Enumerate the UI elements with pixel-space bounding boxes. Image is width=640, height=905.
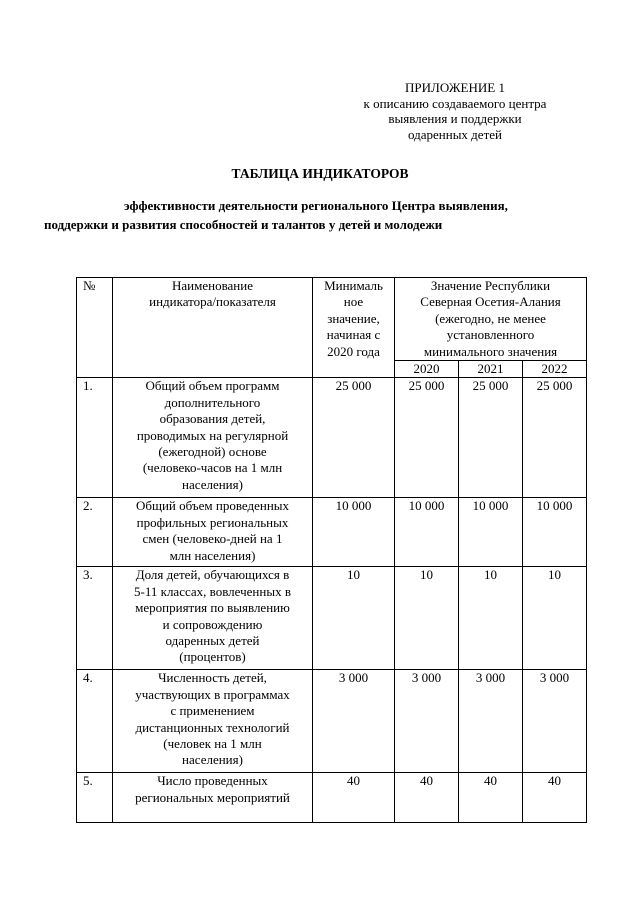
row-value-2021: 10 000 [459, 498, 523, 567]
table-row [77, 498, 587, 567]
row-value-2022: 10 [523, 567, 587, 670]
row-min-value: 10 000 [313, 498, 395, 567]
row-min-value: 25 000 [313, 378, 395, 498]
appendix-block [330, 80, 580, 142]
appendix-text-line: выявления и поддержки [388, 111, 522, 126]
row-indicator-name: Численность детей, участвующих в программах с применением дистанционных технологий (человек на 1 млн населения) [113, 670, 313, 773]
row-value-2021: 25 000 [459, 378, 523, 498]
header-number: № [77, 278, 113, 378]
row-value-2022: 10 000 [523, 498, 587, 567]
document-title: ТАБЛИЦА ИНДИКАТОРОВ [231, 166, 409, 181]
subtitle-line: поддержки и развития способностей и талантов у детей и молодежи [44, 217, 443, 232]
row-indicator-name: Число проведенных региональных мероприятий [113, 773, 313, 823]
table-row [77, 670, 587, 773]
appendix-text-line: к описанию создаваемого центра [363, 95, 547, 111]
row-min-value: 3 000 [313, 670, 395, 773]
row-value-2020: 3 000 [395, 670, 459, 773]
row-value-2022: 25 000 [523, 378, 587, 498]
document-subtitle [44, 196, 600, 234]
row-number: 1. [77, 378, 113, 498]
header-min-value: Минималь ное значение, начиная с 2020 года [313, 278, 395, 378]
row-value-2020: 25 000 [395, 378, 459, 498]
row-value-2020: 40 [395, 773, 459, 823]
header-republic-value: Значение Республики Северная Осетия-Алания (ежегодно, не менее установленного минимального значения [395, 278, 587, 361]
indicators-table [76, 277, 587, 823]
row-value-2020: 10 000 [395, 498, 459, 567]
row-number: 3. [77, 567, 113, 670]
subtitle-line: эффективности деятельности регионального Центра выявления, [124, 198, 508, 213]
row-number: 2. [77, 498, 113, 567]
row-min-value: 40 [313, 773, 395, 823]
header-indicator-name: Наименование индикатора/показателя [113, 278, 313, 378]
row-value-2022: 3 000 [523, 670, 587, 773]
row-value-2022: 40 [523, 773, 587, 823]
table-row [77, 378, 587, 498]
table-header-row [77, 278, 587, 361]
row-value-2021: 10 [459, 567, 523, 670]
row-min-value: 10 [313, 567, 395, 670]
row-indicator-name: Доля детей, обучающихся в 5-11 классах, вовлеченных в мероприятия по выявлению и сопровождению одаренных детей (процентов) [113, 567, 313, 670]
table-row [77, 773, 587, 823]
row-value-2021: 3 000 [459, 670, 523, 773]
row-value-2020: 10 [395, 567, 459, 670]
row-indicator-name: Общий объем программ дополнительного образования детей, проводимых на регулярной (ежегодной) основе (человеко-часов на 1 млн населения) [113, 378, 313, 498]
appendix-text-line: одаренных детей [408, 126, 502, 142]
header-year: 2020 [395, 361, 459, 378]
table-row [77, 567, 587, 670]
row-value-2021: 40 [459, 773, 523, 823]
header-year: 2022 [523, 361, 587, 378]
header-year: 2021 [459, 361, 523, 378]
row-number: 5. [77, 773, 113, 823]
appendix-label: ПРИЛОЖЕНИЕ 1 [405, 80, 505, 95]
row-indicator-name: Общий объем проведенных профильных региональных смен (человеко-дней на 1 млн населения) [113, 498, 313, 567]
row-number: 4. [77, 670, 113, 773]
